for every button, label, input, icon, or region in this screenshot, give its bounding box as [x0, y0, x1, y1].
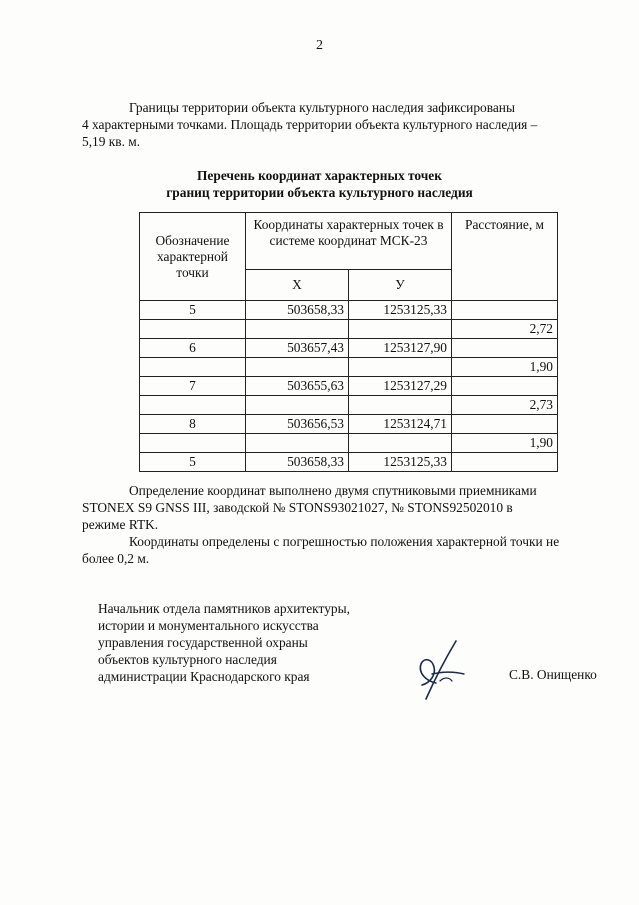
- cell-point: 8: [140, 415, 246, 434]
- header-y: У: [349, 270, 452, 301]
- cell-y: [349, 320, 452, 339]
- table-heading: [0, 167, 639, 201]
- table-row: [140, 358, 558, 377]
- table-row: [140, 320, 558, 339]
- cell-y: 1253127,90: [349, 339, 452, 358]
- signatory-line-5: администрации Краснодарского края: [98, 669, 310, 684]
- cell-point: [140, 320, 246, 339]
- method-line-3: режиме RTK.: [82, 517, 159, 532]
- cell-point: [140, 358, 246, 377]
- cell-x: [246, 320, 349, 339]
- intro-line-2: 4 характерными точками. Площадь территории объекта культурного наследия –: [82, 117, 538, 132]
- cell-y: [349, 358, 452, 377]
- signer-name: С.В. Онищенко: [509, 667, 597, 682]
- method-line-5: более 0,2 м.: [82, 551, 150, 566]
- cell-point: [140, 434, 246, 453]
- signatory-line-4: объектов культурного наследия: [98, 652, 277, 667]
- cell-x: [246, 396, 349, 415]
- cell-distance: [452, 339, 558, 358]
- header-point: Обозначение характерной точки: [140, 213, 246, 301]
- cell-x: 503658,33: [246, 301, 349, 320]
- signatory-title: [98, 600, 350, 685]
- table-row: [140, 396, 558, 415]
- cell-y: 1253125,33: [349, 453, 452, 472]
- cell-point: 5: [140, 453, 246, 472]
- table-heading-line-1: Перечень координат характерных точек: [197, 168, 442, 183]
- header-coordinates: Координаты характерных точек в системе координат МСК-23: [246, 213, 452, 270]
- intro-line-3: 5,19 кв. м.: [82, 134, 141, 149]
- table-heading-line-2: границ территории объекта культурного наследия: [166, 185, 473, 200]
- cell-distance: [452, 301, 558, 320]
- cell-distance: 2,73: [452, 396, 558, 415]
- cell-distance: 1,90: [452, 434, 558, 453]
- cell-point: 6: [140, 339, 246, 358]
- table-row: [140, 415, 558, 434]
- page-number: 2: [316, 38, 323, 53]
- cell-x: [246, 434, 349, 453]
- cell-distance: [452, 377, 558, 396]
- coordinates-table: [139, 212, 558, 472]
- handwritten-signature: [412, 637, 468, 701]
- method-paragraph: [82, 482, 606, 567]
- cell-x: 503655,63: [246, 377, 349, 396]
- cell-x: 503657,43: [246, 339, 349, 358]
- table-row: [140, 339, 558, 358]
- cell-point: 5: [140, 301, 246, 320]
- cell-y: [349, 434, 452, 453]
- signatory-line-1: Начальник отдела памятников архитектуры,: [98, 601, 350, 616]
- signatory-line-2: истории и монументального искусства: [98, 618, 319, 633]
- cell-x: [246, 358, 349, 377]
- cell-x: 503658,33: [246, 453, 349, 472]
- signatory-line-3: управления государственной охраны: [98, 635, 308, 650]
- cell-x: 503656,53: [246, 415, 349, 434]
- intro-line-1: Границы территории объекта культурного наследия зафиксированы: [129, 100, 515, 115]
- table-row: [140, 434, 558, 453]
- cell-point: [140, 396, 246, 415]
- cell-distance: 1,90: [452, 358, 558, 377]
- cell-distance: [452, 415, 558, 434]
- intro-paragraph: [82, 99, 606, 150]
- cell-point: 7: [140, 377, 246, 396]
- cell-y: [349, 396, 452, 415]
- cell-y: 1253127,29: [349, 377, 452, 396]
- table-row: [140, 453, 558, 472]
- header-x: X: [246, 270, 349, 301]
- method-line-1: Определение координат выполнено двумя спутниковыми приемниками: [129, 483, 537, 498]
- header-distance: Расстояние, м: [452, 213, 558, 301]
- cell-y: 1253124,71: [349, 415, 452, 434]
- method-line-4: Координаты определены с погрешностью положения характерной точки не: [129, 534, 560, 549]
- cell-y: 1253125,33: [349, 301, 452, 320]
- table-row: [140, 377, 558, 396]
- method-line-2: STONEX S9 GNSS III, заводской № STONS93021027, № STONS92502010 в: [82, 500, 513, 515]
- cell-distance: [452, 453, 558, 472]
- table-row: [140, 301, 558, 320]
- cell-distance: 2,72: [452, 320, 558, 339]
